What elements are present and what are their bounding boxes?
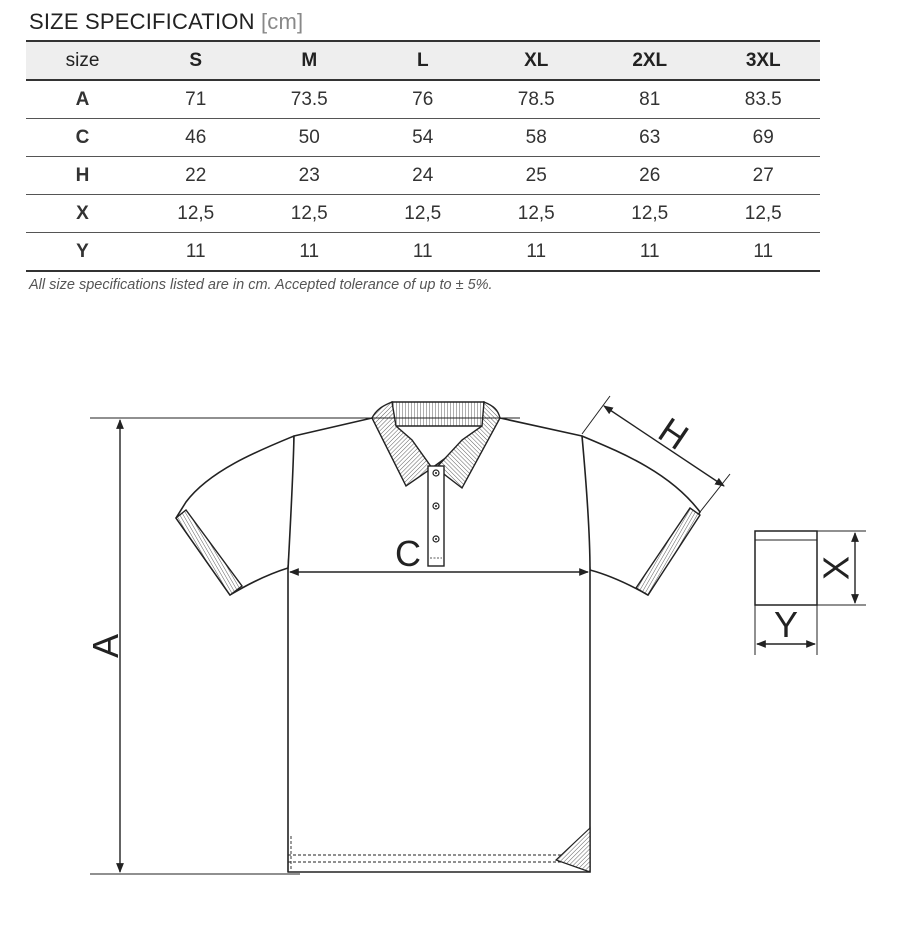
header-s: S — [189, 49, 203, 71]
header-3xl: 3XL — [745, 49, 781, 71]
row-label: Y — [76, 240, 89, 262]
table-cell: 23 — [298, 164, 320, 186]
table-cell: 25 — [525, 164, 547, 186]
table-cell: 73.5 — [290, 88, 328, 110]
row-label: A — [75, 88, 90, 110]
row-label: H — [75, 164, 90, 186]
header-size: size — [65, 49, 100, 71]
header-l: L — [416, 49, 429, 71]
table-cell: 81 — [639, 88, 661, 110]
right-sleeve — [582, 436, 700, 595]
table-cell: 76 — [412, 88, 434, 110]
header-m: M — [301, 49, 318, 71]
dimension-label-x: X — [815, 555, 857, 581]
table-cell: 12,5 — [177, 202, 215, 224]
tolerance-note: All size specifications listed are in cm. Accepted tolerance of up to ± 5%. — [29, 277, 493, 293]
row-label: C — [75, 126, 90, 148]
label-swatch — [755, 531, 817, 605]
table-cell: 12,5 — [744, 202, 782, 224]
table-cell: 50 — [298, 126, 320, 148]
table-cell: 11 — [299, 240, 320, 262]
dimension-label-a: A — [85, 633, 126, 659]
table-cell: 26 — [639, 164, 661, 186]
table-cell: 69 — [752, 126, 774, 148]
table-cell: 78.5 — [517, 88, 555, 110]
table-cell: 11 — [753, 240, 774, 262]
left-sleeve — [176, 436, 294, 595]
table-cell: 27 — [752, 164, 774, 186]
placket — [428, 466, 444, 566]
dimension-label-y: Y — [773, 604, 799, 645]
collar-band — [392, 402, 484, 426]
table-cell: 12,5 — [517, 202, 555, 224]
table-cell: 12,5 — [631, 202, 669, 224]
header-xl: XL — [524, 49, 549, 71]
title-unit: [cm] — [260, 9, 304, 34]
row-label: X — [76, 202, 89, 224]
table-cell: 58 — [525, 126, 547, 148]
table-cell: 46 — [185, 126, 207, 148]
table-cell: 12,5 — [404, 202, 442, 224]
table-cell: 24 — [412, 164, 434, 186]
table-cell: 11 — [185, 240, 206, 262]
table-cell: 71 — [185, 88, 207, 110]
dimension-label-h: H — [651, 409, 696, 458]
table-cell: 54 — [412, 126, 434, 148]
header-2xl: 2XL — [632, 49, 668, 71]
table-cell: 11 — [412, 240, 433, 262]
table-cell: 11 — [639, 240, 660, 262]
table-cell: 83.5 — [744, 88, 782, 110]
table-cell: 11 — [526, 240, 547, 262]
table-cell: 63 — [639, 126, 661, 148]
table-cell: 12,5 — [290, 202, 328, 224]
table-cell: 22 — [185, 164, 207, 186]
title-text: SIZE SPECIFICATION — [29, 9, 255, 34]
dimension-label-c: C — [395, 533, 421, 574]
